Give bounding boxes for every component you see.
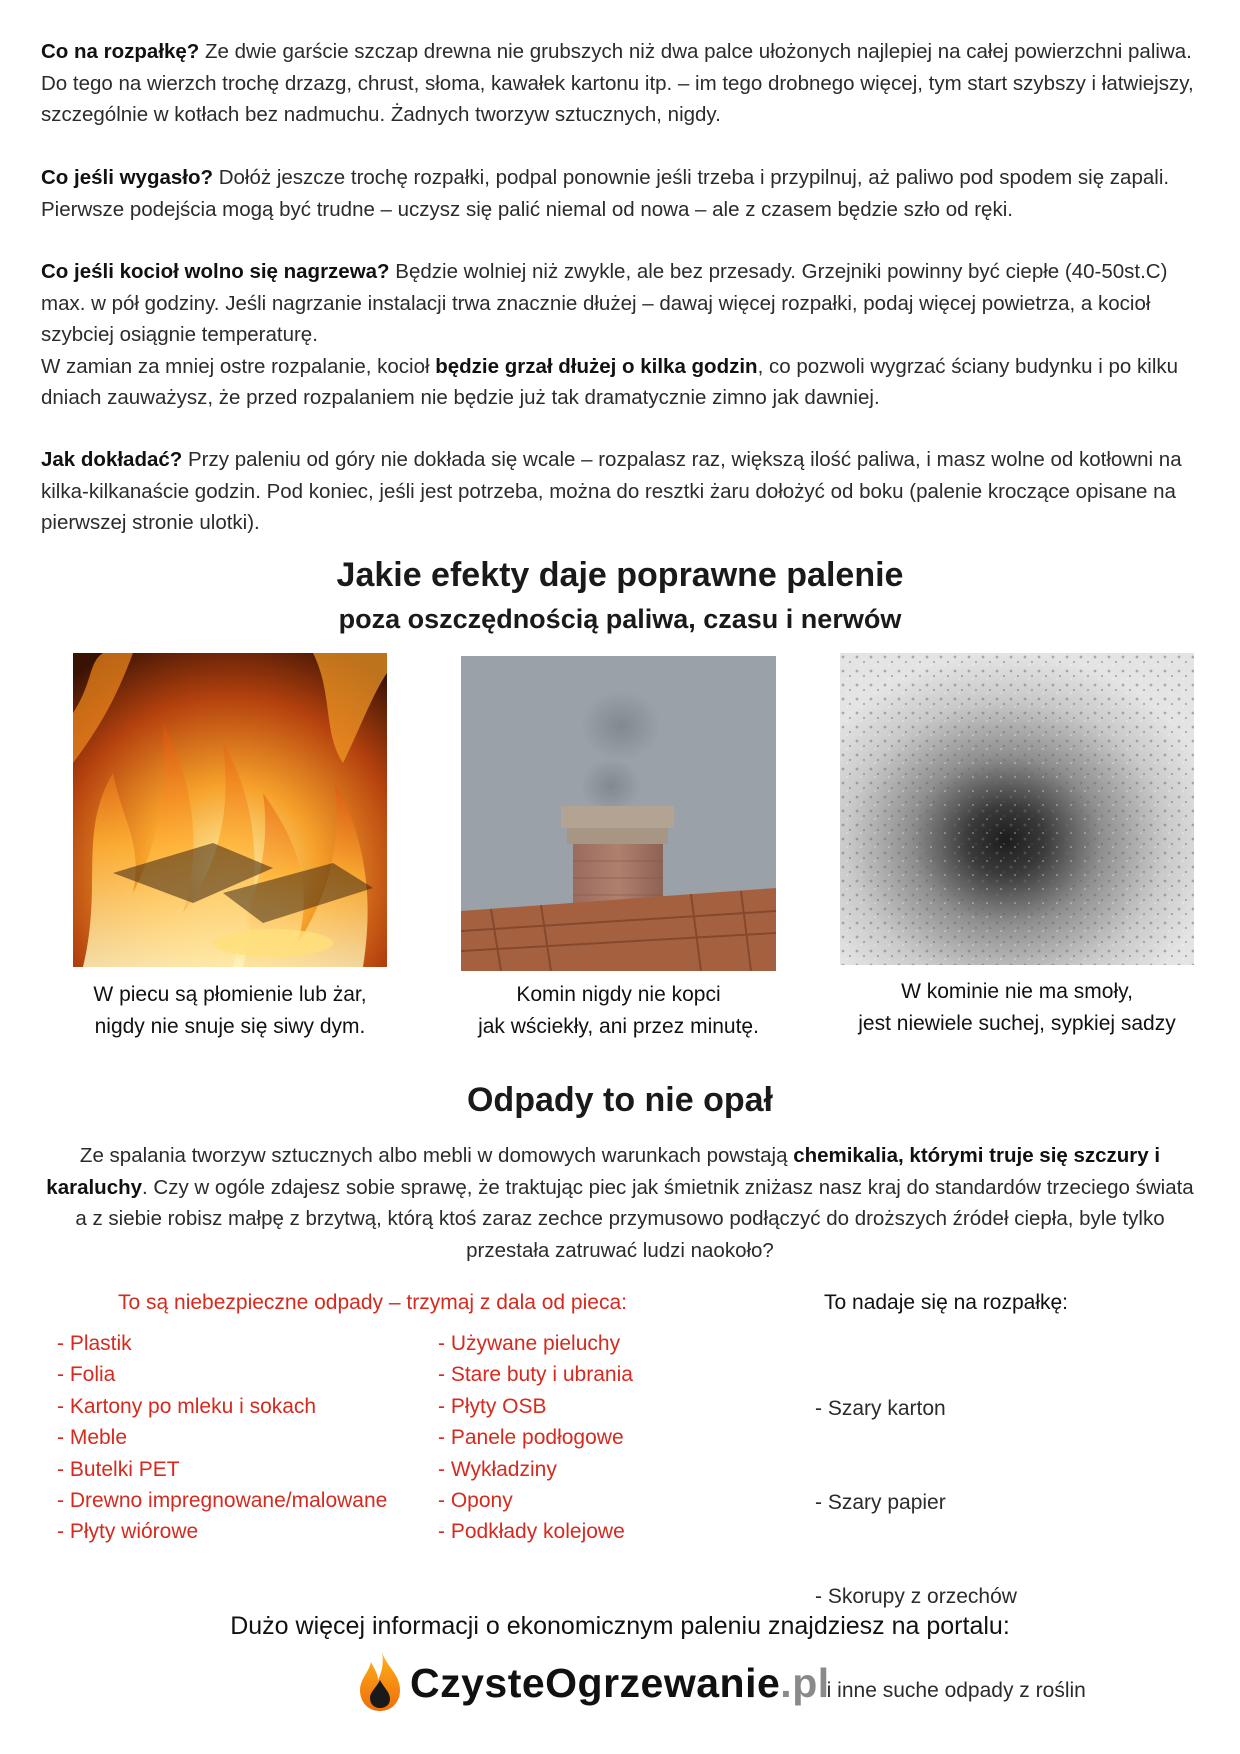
paragraph-lead: Co na rozpałkę? (41, 40, 200, 63)
dangerous-waste-heading: To są niebezpieczne odpady – trzymaj z dala od pieca: (118, 1291, 627, 1314)
waste-title: Odpady to nie opał (466, 1081, 774, 1119)
paragraph-text: Ze dwie garście szczap drewna nie grubszych niż dwa palce ułożonych najlepiej na całej powierzchni paliwa. Do tego na wierzch trochę drzazg, chrust, słoma, kawałek kartonu itp. – im tego drobnego więcej, tym start szybszy i łatwiejszy, szczególnie w kotłach bez nadmuchu. Żadnych tworzyw sztucznych, nigdy. (41, 40, 1194, 126)
kindling-heading: To nadaje się na rozpałkę: (824, 1291, 1068, 1314)
chimney-photo (461, 656, 776, 971)
fire-photo (73, 653, 387, 967)
paragraph-lead: Co jeśli wygasło? (41, 166, 214, 189)
logo-text[interactable]: CzysteOgrzewanie.pl (410, 1659, 830, 1706)
list-item: - Meble (57, 1426, 128, 1450)
effects-title: Jakie efekty daje poprawne palenie (336, 556, 904, 594)
paragraph-slow-heating (41, 256, 1201, 414)
list-item: - Butelki PET (57, 1457, 180, 1481)
list-item: - Folia (57, 1363, 116, 1387)
paragraph-kindling (41, 36, 1201, 131)
caption-flue: W kominie nie ma smoły, jest niewiele suchej, sypkiej sadzy (858, 980, 1176, 1035)
waste-intro-emphasis: chemikalia, którymi truje się szczury i karaluchy (46, 1144, 1161, 1199)
list-item: - Szary papier (815, 1491, 946, 1515)
paragraph-lead: Co jeśli kocioł wolno się nagrzewa? (41, 260, 390, 283)
paragraph-text: Przy paleniu od góry nie dokłada się wcale – rozpalasz raz, większą ilość paliwa, i masz wolne od kotłowni na kilka-kilkanaście godzin. Pod koniec, jeśli jest potrzeba, można do resztki żaru dołożyć od boku (palenie kroczące opisane na pierwszej stronie ulotki). (41, 448, 1182, 534)
list-item: - Płyty OSB (438, 1394, 547, 1418)
effects-subtitle: poza oszczędnością paliwa, czasu i nerwów (338, 604, 902, 634)
paragraph-adding-fuel (41, 444, 1201, 539)
list-item: - Płyty wiórowe (57, 1520, 199, 1544)
list-item: - Kartony po mleku i sokach (57, 1394, 317, 1418)
flame-icon (358, 1650, 402, 1717)
list-item: i inne suche odpady z roślin (815, 1679, 1086, 1703)
list-item: - Plastik (57, 1332, 132, 1355)
list-item: - Wykładziny (438, 1457, 557, 1481)
caption-fire: W piecu są płomienie lub żar, nigdy nie snuje się siwy dym. (93, 983, 367, 1038)
dangerous-list-col1 (57, 1328, 387, 1548)
paragraph-text: Będzie wolniej niż zwykle, ale bez przesady. Grzejniki powinny być ciepłe (40-50st.C) max. w pół godziny. Jeśli nagrzanie instalacji trwa znacznie dłużej – dawaj więcej rozpałki, podaj więcej powietrza, a kocioł szybciej osiągnie temperaturę. (41, 260, 1168, 346)
paragraph-lead: Jak dokładać? (41, 448, 183, 471)
list-item: - Szary karton (815, 1396, 946, 1420)
list-item: - Stare buty i ubrania (438, 1363, 633, 1387)
list-item: - Podkłady kolejowe (438, 1520, 625, 1544)
list-item: - Drewno impregnowane/malowane (57, 1489, 388, 1513)
dangerous-list-col2 (438, 1328, 633, 1548)
paragraph-text: Dołóż jeszcze trochę rozpałki, podpal ponownie jeśli trzeba i przypilnuj, aż paliwo pod spodem się zapali. Pierwsze podejścia mogą być trudne – uczysz się palić niemal od nowa – ale z czasem będzie szło od ręki. (41, 166, 1170, 221)
waste-intro: Ze spalania tworzyw sztucznych albo mebli w domowych warunkach powstają chemikalia, którymi truje się szczury i karaluchy. Czy w ogóle zdajesz sobie sprawę, że traktując piec jak śmietnik zniżasz nasz kraj do standardów trzeciego świata a z siebie robisz małpę z brzytwą, którą ktoś zaraz zechce przymusowo podłączyć do droższych źródeł ciepła, byle tylko przestała zatruwać ludzi naokoło? (46, 1144, 1194, 1262)
paragraph-text: W zamian za mniej ostre rozpalanie, kocioł (41, 354, 436, 378)
paragraph-extinguished (41, 162, 1201, 225)
flue-photo (840, 653, 1194, 965)
portal-logo (358, 1648, 830, 1718)
footer-text: Dużo więcej informacji o ekonomicznym paleniu znajdziesz na portalu: (230, 1612, 1010, 1640)
list-item: - Skorupy z orzechów (815, 1585, 1017, 1609)
list-item: - Panele podłogowe (438, 1426, 624, 1450)
list-item: - Używane pieluchy (438, 1332, 621, 1355)
caption-chimney: Komin nigdy nie kopci jak wściekły, ani przez minutę. (478, 983, 759, 1038)
paragraph-text: , co pozwoli wygrzać ściany budynku i po kilku dniach zauważysz, że przed rozpalaniem nie będzie już tak dramatycznie zimno jak dawniej. (41, 354, 1179, 409)
list-item: - Opony (438, 1489, 513, 1513)
kindling-list (815, 1330, 1086, 1738)
paragraph-emphasis: będzie grzał dłużej o kilka godzin (435, 354, 758, 378)
